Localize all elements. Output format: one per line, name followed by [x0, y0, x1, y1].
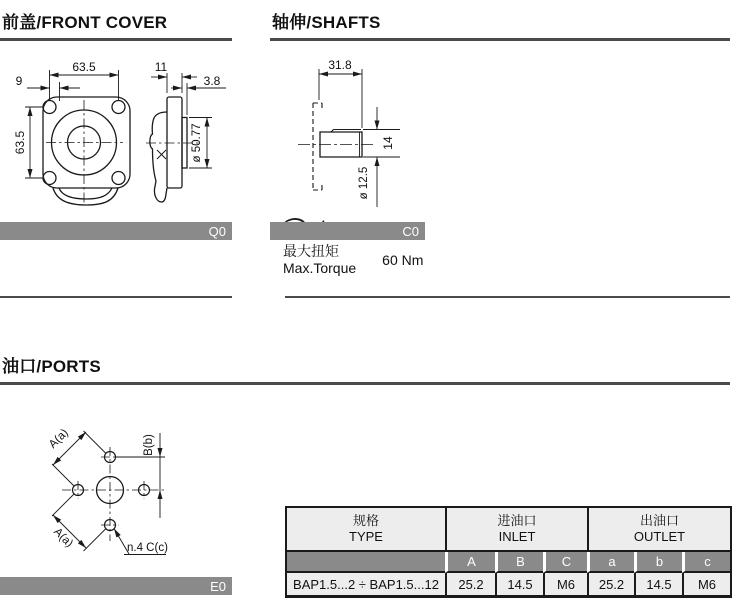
ports-section-title: 油口/PORTS: [0, 352, 730, 385]
front-cover-object-lines: [43, 97, 187, 205]
dim-shaft-length-label: 31.8: [328, 58, 352, 72]
right-section-rule: [285, 296, 730, 298]
table-cell-inlet-A: 25.2: [445, 573, 495, 595]
table-header-outlet-en: OUTLET: [633, 529, 686, 544]
table-cell-outlet-c: M6: [682, 573, 730, 595]
table-cell-inlet-C: M6: [543, 573, 587, 595]
dim-side-width-label: 11: [154, 60, 168, 74]
max-torque-labels: [283, 243, 356, 277]
front-cover-tag-bar: [0, 222, 232, 240]
table-cell-outlet-a: 25.2: [587, 573, 634, 595]
dim-hole-note-label: n.4 C(c): [127, 542, 168, 554]
front-cover-drawing: [0, 55, 232, 220]
table-subheader-c: c: [682, 552, 730, 573]
shafts-tag-bar: [270, 222, 425, 240]
dim-pilot-dia-label: ø 50.77: [191, 123, 203, 163]
max-torque-block: [283, 243, 423, 277]
ports-tag-bar: [0, 577, 232, 595]
dim-shaft-dia-label: ø 12.5: [358, 166, 370, 200]
shaft-drawing: [270, 55, 450, 220]
left-section-rule: [0, 296, 232, 298]
dim-step-label: 3.8: [203, 74, 221, 88]
table-subheader-spacer: [287, 552, 445, 573]
ports-object-lines: [73, 452, 150, 531]
dim-port-a-lower-label: A(a): [51, 525, 76, 550]
table-header-inlet-cn: 进油口: [497, 513, 537, 528]
table-header-inlet-en: INLET: [498, 529, 536, 544]
table-cell-type: BAP1.5...2 ÷ BAP1.5...12: [293, 576, 439, 592]
table-subheader-A: A: [445, 552, 495, 573]
dim-port-a-upper-label: A(a): [46, 426, 71, 451]
table-subheader-B: B: [495, 552, 543, 573]
dim-port-b-label: B(b): [143, 434, 155, 456]
front-cover-tag-label: Q0: [208, 223, 226, 239]
table-header-type: [287, 508, 445, 552]
ports-drawing: [0, 400, 240, 575]
table-header-type-en: TYPE: [349, 529, 383, 544]
table-subheader-a: a: [587, 552, 634, 573]
dim-bolt-span-h-label: 63.5: [72, 60, 96, 74]
table-subheader-b: b: [634, 552, 682, 573]
table-header-inlet: [445, 508, 587, 552]
table-subheader-C: C: [543, 552, 587, 573]
dim-key-height-label: 14: [381, 136, 395, 150]
table-header-type-cn: 规格: [352, 513, 379, 528]
shafts-section-title: 轴伸/SHAFTS: [270, 8, 730, 41]
table-header-outlet-cn: 出油口: [639, 513, 679, 528]
table-cell-inlet-B: 14.5: [495, 573, 543, 595]
shafts-tag-label: C0: [402, 223, 419, 239]
max-torque-label-cn: 最大扭矩: [283, 243, 339, 259]
max-torque-value: 60 Nm: [382, 252, 424, 268]
front-cover-section-title: 前盖/FRONT COVER: [0, 8, 232, 41]
dim-bolt-span-v-label: 63.5: [13, 130, 27, 155]
ports-table: [285, 506, 732, 598]
max-torque-label-en: Max.Torque: [283, 260, 357, 276]
table-cell-outlet-b: 14.5: [634, 573, 682, 595]
table-header-outlet: [587, 508, 730, 552]
ports-tag-label: E0: [210, 578, 226, 594]
dim-edge-offset-label: 9: [15, 74, 23, 88]
